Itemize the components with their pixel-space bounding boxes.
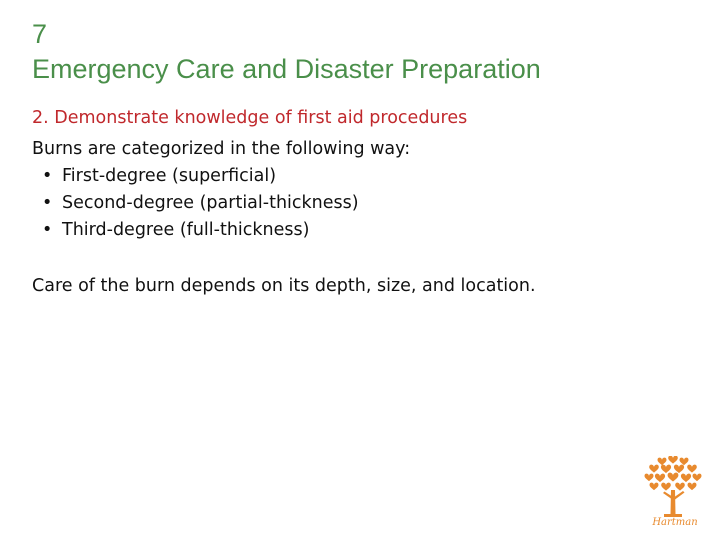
list-item-text: Second-degree (partial-thickness): [62, 193, 359, 213]
list-item-text: Third-degree (full-thickness): [62, 220, 310, 240]
list-item: [32, 163, 536, 190]
list-item: [32, 190, 536, 217]
slide-title: [32, 17, 541, 87]
list-item: [32, 217, 536, 244]
list-item-text: First-degree (superficial): [62, 166, 277, 186]
intro-text: Burns are categorized in the following way:: [32, 139, 411, 159]
learning-objective: 2. Demonstrate knowledge of first aid procedures: [32, 108, 468, 128]
closing-text: Care of the burn depends on its depth, size, and location.: [32, 276, 536, 296]
burn-degree-list: [32, 163, 536, 244]
bullet-icon: •: [42, 193, 53, 213]
logo-wordmark: Hartman: [652, 517, 698, 528]
chapter-title: Emergency Care and Disaster Preparation: [32, 54, 541, 84]
bullet-icon: •: [42, 220, 53, 240]
slide-body: [32, 136, 536, 300]
chapter-number: 7: [32, 19, 48, 49]
bullet-icon: •: [42, 166, 53, 186]
